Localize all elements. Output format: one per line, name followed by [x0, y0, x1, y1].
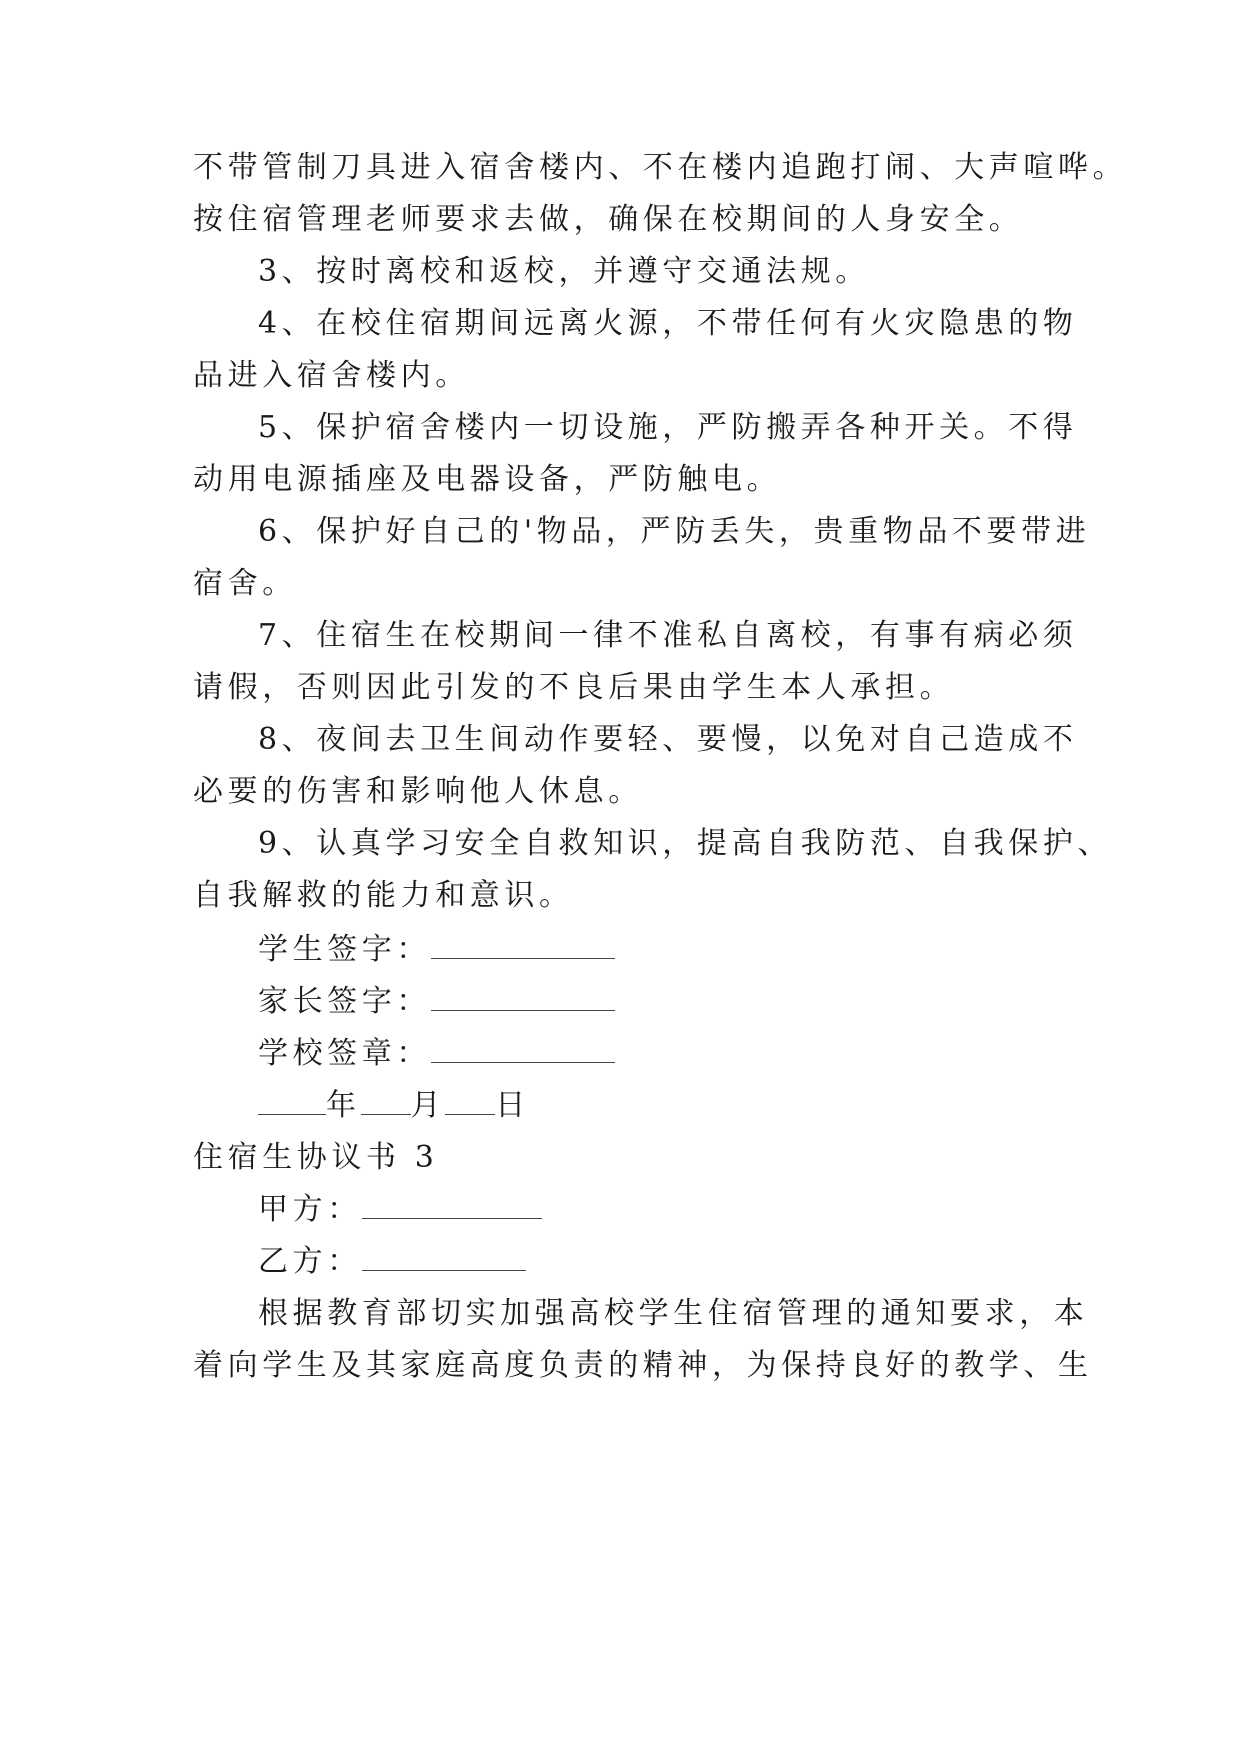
party-b-blank[interactable]	[362, 1244, 526, 1271]
day-label: 日	[495, 1088, 530, 1123]
school-seal-blank[interactable]	[431, 1036, 615, 1063]
school-seal-line	[258, 1034, 615, 1074]
paragraph-line: 着向学生及其家庭高度负责的精神，为保持良好的教学、生	[193, 1348, 1093, 1383]
parent-signature-label: 家长签字：	[258, 984, 431, 1019]
section-title: 住宿生协议书 3	[193, 1140, 439, 1175]
text-line: 不带管制刀具进入宿舍楼内、不在楼内追跑打闹、大声喧哗。	[193, 150, 1128, 185]
party-a-blank[interactable]	[362, 1192, 542, 1219]
parent-signature-line	[258, 982, 615, 1022]
rule-8: 8、夜间去卫生间动作要轻、要慢，以免对自己造成不	[258, 722, 1078, 757]
party-b-label: 乙方：	[258, 1244, 362, 1279]
day-blank[interactable]	[445, 1088, 495, 1115]
month-label: 月	[410, 1088, 446, 1123]
text-line: 宿舍。	[193, 566, 297, 601]
text-line: 自我解救的能力和意识。	[193, 878, 574, 913]
text-line: 必要的伤害和影响他人休息。	[193, 774, 643, 809]
year-blank[interactable]	[258, 1088, 326, 1115]
rule-9: 9、认真学习安全自救知识，提高自我防范、自我保护、	[258, 826, 1113, 861]
text-line: 品进入宿舍楼内。	[193, 358, 470, 393]
text-line: 请假，否则因此引发的不良后果由学生本人承担。	[193, 670, 955, 705]
party-a-line	[258, 1190, 542, 1230]
rule-6: 6、保护好自己的'物品，严防丢失，贵重物品不要带进	[258, 514, 1091, 549]
rule-7: 7、住宿生在校期间一律不准私自离校，有事有病必须	[258, 618, 1078, 653]
parent-signature-blank[interactable]	[431, 984, 615, 1011]
text-line: 动用电源插座及电器设备，严防触电。	[193, 462, 782, 497]
paragraph-line: 根据教育部切实加强高校学生住宿管理的通知要求，本	[258, 1296, 1089, 1331]
party-a-label: 甲方：	[258, 1192, 362, 1227]
student-signature-line	[258, 930, 615, 970]
party-b-line	[258, 1242, 526, 1282]
school-seal-label: 学校签章：	[258, 1036, 431, 1071]
year-label: 年	[326, 1088, 361, 1123]
rule-3: 3、按时离校和返校，并遵守交通法规。	[258, 254, 870, 289]
month-blank[interactable]	[361, 1088, 411, 1115]
student-signature-blank[interactable]	[431, 932, 615, 959]
student-signature-label: 学生签字：	[258, 932, 431, 967]
text-line: 按住宿管理老师要求去做，确保在校期间的人身安全。	[193, 202, 1024, 237]
rule-4: 4、在校住宿期间远离火源，不带任何有火灾隐患的物	[258, 306, 1078, 341]
date-line	[258, 1086, 530, 1126]
rule-5: 5、保护宿舍楼内一切设施，严防搬弄各种开关。不得	[258, 410, 1078, 445]
